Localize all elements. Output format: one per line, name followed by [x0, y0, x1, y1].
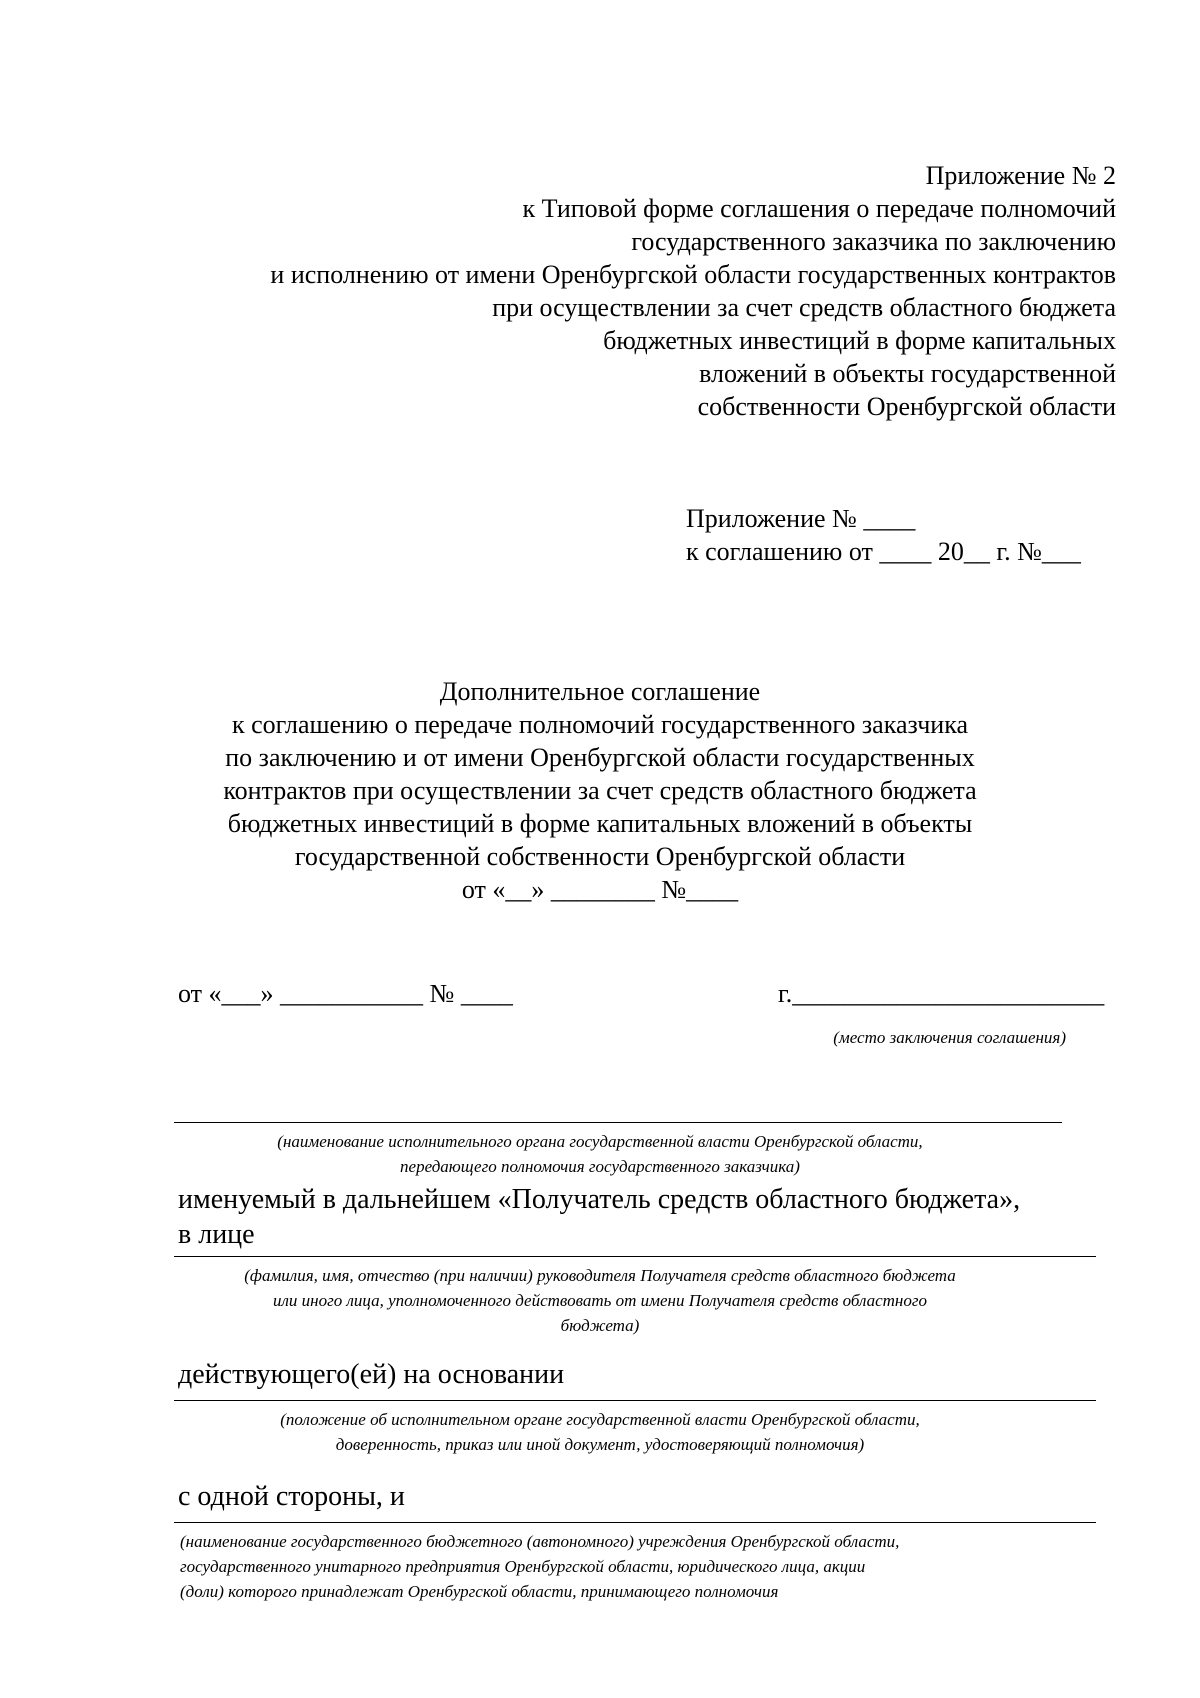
named-as-text: именуемый в дальнейшем «Получатель средств областного бюджета», [178, 1184, 1021, 1215]
basis-rule [174, 1400, 1096, 1401]
title-line: Дополнительное соглашение [439, 677, 761, 706]
person-name-rule [174, 1256, 1096, 1257]
header-annex-line: Приложение № 2 [925, 161, 1116, 190]
title-line: контрактов при осуществлении за счет средств областного бюджета [223, 776, 977, 805]
one-side-text: с одной стороны, и [178, 1481, 405, 1512]
header-annex-line: к Типовой форме соглашения о передаче полномочий [522, 194, 1116, 223]
institution-hint: (наименование государственного бюджетного (автономного) учреждения Оренбургской области, [180, 1532, 900, 1551]
agreement-place: г.________________________ [778, 979, 1105, 1008]
person-hint: или иного лица, уполномоченного действовать от имени Получателя средств областного [273, 1291, 927, 1310]
header-annex-line: государственного заказчика по заключению [631, 227, 1116, 256]
person-hint: (фамилия, имя, отчество (при наличии) руководителя Получателя средств областного бюджета [244, 1266, 956, 1285]
person-hint: бюджета) [560, 1316, 640, 1335]
agreement-annex-number: Приложение № ____ [686, 504, 916, 533]
agreement-annex-date: к соглашению от ____ 20__ г. №___ [686, 537, 1081, 566]
header-annex-line: бюджетных инвестиций в форме капитальных [603, 326, 1116, 355]
in-person-text: в лице [178, 1219, 255, 1250]
title-date-line: от «__» ________ №____ [461, 875, 739, 904]
authority-name-rule [174, 1122, 1062, 1123]
agreement-date-number: от «___» ___________ № ____ [178, 979, 513, 1008]
authority-hint: (наименование исполнительного органа государственной власти Оренбургской области, [277, 1132, 923, 1151]
authority-hint: передающего полномочия государственного заказчика) [400, 1157, 800, 1176]
title-line: бюджетных инвестиций в форме капитальных вложений в объекты [227, 809, 973, 838]
header-annex-line: собственности Оренбургской области [697, 392, 1116, 421]
title-line: государственной собственности Оренбургской области [294, 842, 906, 871]
title-line: к соглашению о передаче полномочий государственного заказчика [232, 710, 968, 739]
institution-rule [174, 1522, 1096, 1523]
basis-hint: (положение об исполнительном органе государственной власти Оренбургской области, [280, 1410, 920, 1429]
basis-hint: доверенность, приказ или иной документ, удостоверяющий полномочия) [335, 1435, 865, 1454]
acting-on-basis-text: действующего(ей) на основании [178, 1359, 565, 1390]
place-hint: (место заключения соглашения) [833, 1028, 1066, 1047]
institution-hint: (доли) которого принадлежат Оренбургской области, принимающего полномочия [180, 1582, 779, 1601]
header-annex-line: вложений в объекты государственной [699, 359, 1116, 388]
title-line: по заключению и от имени Оренбургской области государственных [225, 743, 975, 772]
header-annex-line: при осуществлении за счет средств областного бюджета [492, 293, 1116, 322]
header-annex-line: и исполнению от имени Оренбургской области государственных контрактов [270, 260, 1116, 289]
institution-hint: государственного унитарного предприятия Оренбургской области, юридического лица, акции [180, 1557, 866, 1576]
